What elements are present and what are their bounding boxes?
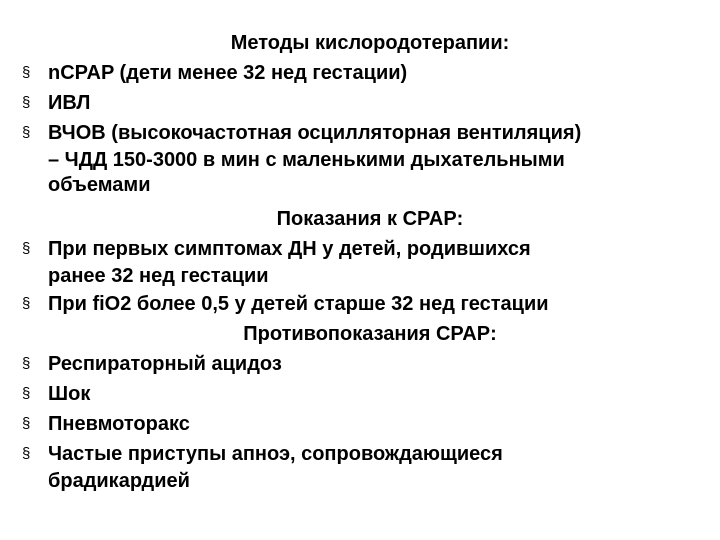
- section-heading-methods: Методы кислородотерапии:: [230, 32, 510, 54]
- bullet-icon: §: [22, 94, 31, 111]
- list-item: [22, 409, 692, 439]
- bullet-icon: §: [22, 385, 31, 402]
- list-item-text: При первых симптомах ДН у детей, родившихся ранее 32 нед гестации: [48, 238, 531, 287]
- bullet-icon: §: [22, 64, 31, 81]
- list-item: [22, 379, 692, 409]
- bullet-icon: §: [22, 415, 31, 432]
- bullet-icon: §: [22, 445, 31, 462]
- list-item-text: Частые приступы апноэ, сопровождающиеся брадикардией: [48, 443, 503, 492]
- list-item: [22, 234, 692, 289]
- slide-content: [22, 28, 692, 494]
- list-item: [22, 58, 692, 88]
- list-item: [22, 88, 692, 118]
- list-item: [22, 439, 692, 494]
- list-item: [22, 118, 692, 198]
- bullet-icon: §: [22, 295, 31, 312]
- list-item-text: nCPAP (дети менее 32 нед гестации): [48, 62, 408, 84]
- list-item: [22, 289, 692, 319]
- list-item: [22, 349, 692, 379]
- bullet-icon: §: [22, 124, 31, 141]
- section-heading-contraindications: Противопоказания CPAP:: [243, 323, 497, 345]
- list-item-text: ВЧОВ (высокочастотная осцилляторная вентиляция) – ЧДД 150-3000 в мин с маленькими дыхательными объемами: [48, 122, 582, 196]
- list-item-text: Респираторный ацидоз: [48, 353, 282, 375]
- list-item-text: Шок: [48, 383, 91, 405]
- list-item-text: ИВЛ: [48, 92, 91, 114]
- bullet-icon: §: [22, 355, 31, 372]
- list-item-text: Пневмоторакс: [48, 413, 190, 435]
- section-heading-indications: Показания к CPAP:: [276, 208, 464, 230]
- list-item-text: При fiO2 более 0,5 у детей старше 32 нед гестации: [48, 293, 549, 315]
- bullet-icon: §: [22, 240, 31, 257]
